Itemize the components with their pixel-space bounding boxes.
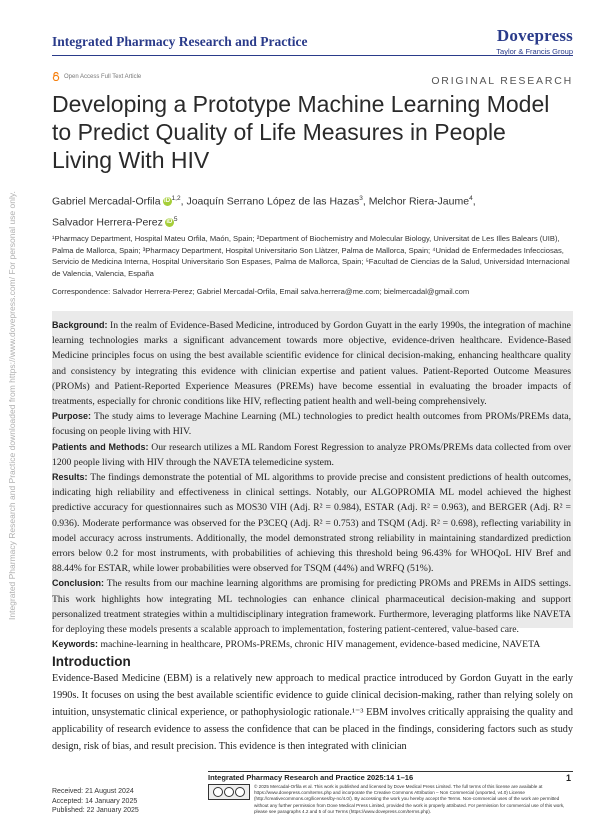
author-affil-ref: 4	[469, 195, 473, 202]
correspondence: Correspondence: Salvador Herrera-Perez; Gabriel Mercadal-Orfila, Email salva.herrera@me.com; bielmercadal@gmail.com	[52, 287, 470, 296]
author-affil-ref: 3	[359, 195, 363, 202]
accepted-date: Accepted: 14 January 2025	[52, 797, 138, 805]
abstract-keywords: Keywords: machine-learning in healthcare, PROMs-PREMs, chronic HIV management, evidence-based medicine, NAVETA	[52, 639, 541, 651]
abstract-methods: Patients and Methods: Our research utilizes a ML Random Forest Regression to analyze PROMs/PREMs data collected from over 1200 people living with HIV through the NAVETA telemedicine system.	[52, 441, 571, 468]
abstract-purpose: Purpose: The study aims to leverage Machine Learning (ML) technologies to predict health outcomes from PROMs/PREMs data, focusing on people living with HIV.	[52, 411, 571, 438]
abstract-background: Background: In the realm of Evidence-Based Medicine, introduced by Gordon Guyatt in the early 1990s, the integration of machine learning technologies marks a significant advancement towards more objective, evidence-driven healthcare. Evidence-Based Medicine principles focus on using the best available scientific evidence for clinical decision-making, enhancing healthcare quality and consistency by integrating this evidence with clinician expertise and patient values. Patient-Reported Outcome Measures (PROMs) and Patient-Reported Experience Measures (PREMs) have become essential in evaluating the broader impacts of treatments, especially for chronic conditions like HIV, reflecting patient health and well-being comprehensively.	[52, 320, 571, 408]
journal-title: Integrated Pharmacy Research and Practice	[52, 34, 308, 49]
footer-journal-ref: Integrated Pharmacy Research and Practice 2025:14 1–16	[208, 773, 414, 782]
introduction-text	[52, 670, 573, 755]
publisher-subtitle: Taylor & Francis Group	[496, 47, 573, 56]
footer-rule	[208, 771, 573, 772]
article-title: Developing a Prototype Machine Learning Model to Predict Quality of Life Measures in People Living With HIV	[52, 91, 550, 173]
author-name[interactable]: Salvador Herrera-Perez	[52, 216, 163, 228]
section-heading: Introduction	[52, 654, 131, 669]
publication-dates	[52, 787, 139, 816]
abstract-conclusion: Conclusion: The results from our machine learning algorithms are promising for predicting PROMs and PREMs in AIDS settings. This work highlights how integrating ML technologies can enhance clinical pharmaceutical decision-making and support personalized treatment strategies within a multidisciplinary integration framework. Furthermore, leveraging platforms like NAVETA for deploying these models presents a scalable approach to implementation, fostering patient-centered, value-based care.	[52, 578, 571, 636]
orcid-icon[interactable]: iD	[166, 218, 173, 225]
watermark-text: Integrated Pharmacy Research and Practice downloaded from https://www.dovepress.com/ For personal use only.	[7, 191, 17, 620]
author-name[interactable]: Gabriel Mercadal-Orfila	[52, 195, 161, 208]
publisher-name: Dovepress	[496, 26, 573, 45]
author-name[interactable]: Joaquín Serrano López de las Hazas	[186, 195, 360, 208]
intro-paragraph: Evidence-Based Medicine (EBM) is a relatively new approach to medical practice introduced by Gordon Guyatt in the early 1990s. It focuses on using the best available scientific evidence to guide clinical decision-making, rather than relying solely on intuition, unsystematic clinical experience, or pathophysiologic rationale.¹⁻³ EBM involves critically appraising the quality and applicability of research evidence to assess the confidence that can be placed in the findings, considering factors such as study design, risk of bias, and result precision. This evidence is then integrated with clinician	[52, 673, 573, 752]
header-rule	[52, 55, 573, 56]
abstract-results: Results: The findings demonstrate the potential of ML algorithms to provide precise and consistent predictions of health outcomes, indicating high reliability and effectiveness in clinical settings. Notably, our ALGOPROMIA ML model achieved the highest predictive accuracy for questionnaires such as MOS30 VIH (Adj. R² = 0.984), ESTAR (Adj. R² = 0.963), and BERGER (Adj. R² = 0.936). Moderate performance was observed for the P3CEQ (Adj. R² = 0.753) and TSQM (Adj. R² = 0.698), reflecting variability in model accuracy across instruments. Additionally, the model demonstrated strong reliability in maintaining standardized prediction errors below 0.2 for most instruments, with probabilities of achieving this threshold being 96.43% for WHOQoL HIV Bref and 88.44% for ESTAR, while lower probabilities were observed for TSQM (44%) and WRFQ (51%).	[52, 472, 571, 575]
author-affil-ref: 1,2	[171, 195, 181, 202]
orcid-icon[interactable]: iD	[164, 198, 171, 205]
cc-license-icon[interactable]	[208, 784, 250, 800]
author-affil-ref: 5	[173, 215, 178, 223]
open-access-line	[52, 72, 141, 81]
open-access-icon	[52, 72, 60, 81]
open-access-label: Open Access Full Text Article	[64, 73, 142, 80]
article-type: ORIGINAL RESEARCH	[431, 75, 573, 87]
license-block	[208, 784, 573, 815]
published-date: Published: 22 January 2025	[52, 807, 139, 814]
download-watermark	[6, 180, 20, 620]
abstract-text	[52, 318, 571, 652]
page-number: 1	[565, 773, 571, 783]
received-date: Received: 21 August 2024	[52, 788, 134, 795]
license-text: © 2025 Mercadal-Orfila et al. This work is published and licensed by Dove Medical Press Limited. The full terms of this license are available at https://www.dovepress.com/terms.php and incorporate the Creative Commons Attribution – Non Commercial (unported, v4.0) License (http://creativecommons.org/licenses/by-nc/4.0/). By accessing the work you hereby accept the Terms. Non-commercial uses of the work are permitted without any further permission from Dove Medical Press Limited, provided the work is properly attributed. For permission for commercial use of this work, please see paragraphs 4.2 and 5 of our Terms (https://www.dovepress.com/terms.php).	[254, 784, 565, 814]
affiliations: ¹Pharmacy Department, Hospital Mateu Orfila, Maón, Spain; ²Department of Biochemistry and Molecular Biology, Universitat de Les Illes Balears (UIB), Palma de Mallorca, Spain; ³Pharmacy Department, Hospital Universitario Son Llàtzer, Palma de Mallorca, Spain; ⁴Unidad de Enfermedades Infecciosas, Servicio de Medicina Interna, Hospital Universitario Son Espases, Palma de Mallorca, Spain; ⁵Facultad de Ciencias de la Salud, Universidad Internacional de Valencia, Valencia, España	[52, 234, 570, 278]
author-name[interactable]: Melchor Riera-Jaume	[368, 195, 470, 208]
publisher-logo	[496, 26, 573, 56]
author-list: Gabriel Mercadal-Orfila iD $^{1,2}$, Joaquín Serrano López de las Hazas$^3$, Melchor Riera-Jaume$^4$, Salvador Herrera-Perez iD $^5$	[52, 195, 476, 228]
